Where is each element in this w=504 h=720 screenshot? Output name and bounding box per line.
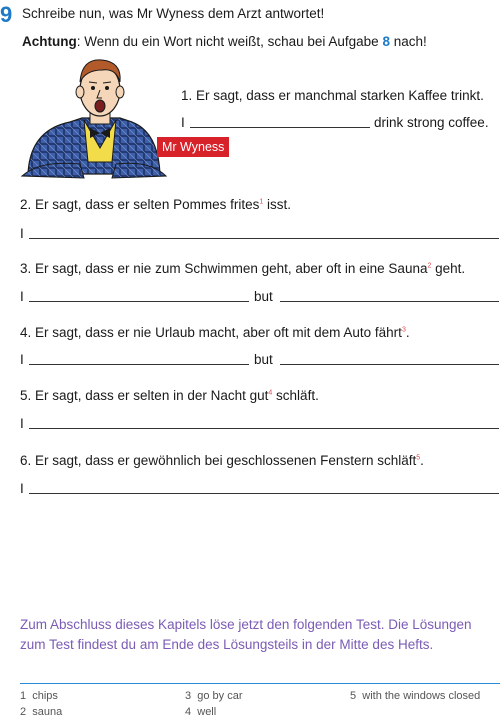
answer-3-but: but [254, 289, 273, 304]
footnote-2-num: 2 [20, 706, 27, 718]
sentence-6 [20, 452, 424, 469]
footnote-ref-1: 1 [259, 198, 264, 206]
achtung-note [22, 33, 427, 50]
answer-3-start: I [20, 289, 24, 304]
achtung-text-after: nach! [389, 34, 427, 49]
achtung-ref: 8 [382, 34, 390, 49]
footnote-5-num: 5 [350, 690, 357, 702]
footnote-ref-2: 2 [427, 262, 432, 270]
mr-wyness-illustration [20, 52, 180, 180]
footnote-2 [20, 706, 62, 718]
answer-line-5[interactable] [29, 428, 499, 429]
footnote-4 [185, 706, 216, 718]
achtung-text-before: : Wenn du ein Wort nicht weißt, schau bei Aufgabe [76, 34, 383, 49]
footnote-ref-3: 3 [401, 326, 406, 334]
footnote-2-text: sauna [32, 706, 63, 718]
sentence-4-text: 4. Er sagt, dass er nie Urlaub macht, aber oft mit dem Auto fährt [20, 325, 402, 340]
footnote-3-text: go by car [197, 690, 243, 702]
footnote-divider [20, 683, 500, 684]
sentence-2-text: 2. Er sagt, dass er selten Pommes frites [20, 197, 260, 212]
footnote-4-text: well [197, 706, 217, 718]
answer-4-start: I [20, 352, 24, 367]
answer-6-start: I [20, 481, 24, 496]
sentence-4 [20, 324, 410, 341]
closing-text-line1: Zum Abschluss dieses Kapitels löse jetzt den folgenden Test. Die Lösungen [20, 617, 472, 632]
footnote-1-num: 1 [20, 690, 27, 702]
answer-line-4b[interactable] [280, 364, 499, 365]
sentence-2-end: isst. [263, 197, 292, 212]
footnote-4-num: 4 [185, 706, 192, 718]
answer-5-start: I [20, 416, 24, 431]
sentence-5-end: schläft. [272, 388, 319, 403]
sentence-6-end: . [420, 453, 424, 468]
footnote-1 [20, 690, 58, 702]
answer-line-1[interactable] [190, 127, 370, 128]
instruction-text: Schreibe nun, was Mr Wyness dem Arzt antwortet! [22, 6, 325, 21]
answer-line-6[interactable] [29, 493, 499, 494]
footnote-3-num: 3 [185, 690, 192, 702]
answer-1-start: I [181, 115, 185, 130]
footnote-1-text: chips [32, 690, 58, 702]
answer-line-4a[interactable] [29, 364, 249, 365]
sentence-3 [20, 260, 465, 277]
answer-1-end: drink strong coffee. [374, 115, 489, 130]
sentence-5 [20, 387, 319, 404]
exercise-number: 9 [0, 2, 13, 27]
sentence-3-end: geht. [431, 261, 466, 276]
character-label: Mr Wyness [157, 137, 229, 157]
sentence-1: 1. Er sagt, dass er manchmal starken Kaffee trinkt. [181, 88, 484, 103]
footnote-5-text: with the windows closed [362, 690, 481, 702]
sentence-3-text: 3. Er sagt, dass er nie zum Schwimmen geht, aber oft in eine Sauna [20, 261, 428, 276]
sentence-4-end: . [405, 325, 410, 340]
answer-4-but: but [254, 352, 273, 367]
answer-line-2[interactable] [29, 238, 499, 239]
sentence-6-text: 6. Er sagt, dass er gewöhnlich bei geschlossenen Fenstern schläft [20, 453, 417, 468]
footnote-5 [350, 690, 480, 702]
footnote-3 [185, 690, 243, 702]
answer-line-3a[interactable] [29, 301, 249, 302]
footnote-ref-4: 4 [268, 389, 273, 397]
sentence-5-text: 5. Er sagt, dass er selten in der Nacht gut [20, 388, 269, 403]
closing-text-line2: zum Test findest du am Ende des Lösungsteils in der Mitte des Hefts. [20, 637, 434, 652]
answer-line-3b[interactable] [280, 301, 499, 302]
achtung-label: Achtung [22, 34, 77, 49]
footnote-ref-5: 5 [416, 454, 421, 462]
answer-2-start: I [20, 226, 24, 241]
sentence-2 [20, 196, 291, 213]
